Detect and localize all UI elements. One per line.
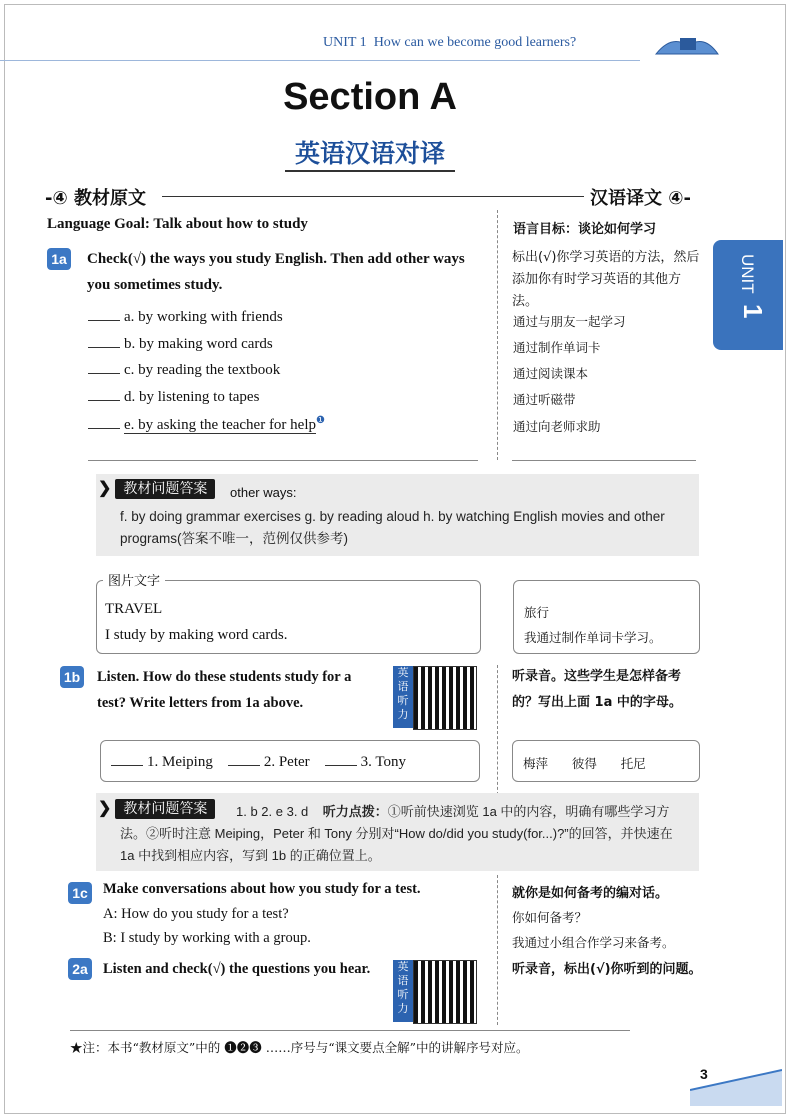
list-item: a. by working with friends <box>88 309 283 326</box>
picture-text-translation: 我通过制作单词卡学习。 <box>524 630 662 645</box>
answer-blank[interactable] <box>88 373 120 374</box>
list-item: c. by reading the textbook <box>88 362 280 379</box>
exercise-1a-translation: 标出(√)你学习英语的方法，然后添加你有时学习英语的其他方法。 <box>512 250 700 309</box>
exercise-1b-instruction: Listen. How do these students study for a test? Write letters from 1a above. <box>97 669 352 711</box>
exercise-badge: 2a <box>68 958 92 980</box>
names-row: 1. Meiping 2. Peter 3. Tony <box>111 754 406 771</box>
listening-tag: 英语听力 <box>393 960 413 1022</box>
picture-text-translation-box <box>513 580 700 654</box>
names-translation-row: 梅萍 彼得 托尼 <box>523 756 646 771</box>
exercise-2a-translation: 听录音，标出(√)你听到的问题。 <box>512 962 702 977</box>
exercise-1c-instruction: Make conversations about how you study for a test. <box>103 881 421 897</box>
exercise-1a-instruction: Check(√) the ways you study English. Then add other ways you sometimes study. <box>87 251 465 293</box>
list-item-translation: 通过阅读课本 <box>513 366 589 381</box>
footnote: ★注：本书“教材原文”中的 ❶❷❸ ……序号与“课文要点全解”中的讲解序号对应。 <box>70 1040 529 1055</box>
dialogue-translation-a: 你如何备考？ <box>512 910 588 925</box>
picture-text-line: I study by making word cards. <box>105 627 288 643</box>
answer-lead: other ways: <box>230 485 297 500</box>
list-item-translation: 通过制作单词卡 <box>513 340 601 355</box>
exercise-1b-translation: 听录音。这些学生是怎样备考的？写出上面 1a 中的字母。 <box>512 669 682 710</box>
qr-code-icon[interactable] <box>413 960 477 1024</box>
answer-blank[interactable] <box>325 765 357 766</box>
divider <box>88 460 478 461</box>
exercise-badge: 1c <box>68 882 92 904</box>
header-rule <box>0 60 640 61</box>
page-number: 3 <box>700 1066 708 1082</box>
column-divider <box>497 210 498 460</box>
left-column-head: -④ 教材原文 <box>45 188 146 209</box>
section-title: Section A <box>283 76 457 118</box>
answer-blank[interactable] <box>88 428 120 429</box>
unit-tab <box>713 240 783 350</box>
unit-tab-number: 1 <box>738 304 768 319</box>
chevron-right-icon: ❯ <box>98 480 112 497</box>
language-goal-cn: 语言目标：谈论如何学习 <box>513 222 657 237</box>
answer-box-1b <box>96 793 699 871</box>
column-head-rule <box>162 196 584 197</box>
answer-blank[interactable] <box>88 347 120 348</box>
names-box <box>100 740 480 782</box>
exercise-1c-translation: 就你是如何备考的编对话。 <box>512 886 669 901</box>
qr-code-icon[interactable] <box>413 666 477 730</box>
picture-text-translation: 旅行 <box>524 605 550 620</box>
list-item: b. by making word cards <box>88 336 273 353</box>
footnote-rule <box>70 1030 630 1031</box>
answer-blank[interactable] <box>88 400 120 401</box>
list-item: d. by listening to tapes <box>88 389 259 406</box>
list-item-translation: 通过向老师求助 <box>513 419 601 434</box>
names-translation-box <box>512 740 700 782</box>
exercise-2a-instruction: Listen and check(√) the questions you hear. <box>103 961 371 977</box>
picture-text-box <box>96 574 481 654</box>
column-divider <box>497 665 498 795</box>
answer-blank[interactable] <box>228 765 260 766</box>
section-subtitle: 英语汉语对译 <box>0 134 740 170</box>
dialogue-translation-b: 我通过小组合作学习来备考。 <box>512 935 675 950</box>
divider <box>512 460 696 461</box>
answer-label: ❯ 教材问题答案 <box>98 478 215 498</box>
unit-tab-label: UNIT <box>738 254 757 294</box>
book-logo-icon <box>652 28 722 62</box>
exercise-badge: 1a <box>47 248 71 270</box>
answer-blank[interactable] <box>88 320 120 321</box>
list-item-translation: 通过听磁带 <box>513 392 576 407</box>
exercise-badge: 1b <box>60 666 84 688</box>
running-header: UNIT 1 How can we become good learners? <box>323 35 577 50</box>
answer-text: f. by doing grammar exercises g. by reading aloud h. by watching English movies and other programs(答案不唯一，范例仅供参考) <box>120 509 665 546</box>
dialogue-line-a: A: How do you study for a test? <box>103 906 289 922</box>
column-divider <box>497 875 498 1025</box>
list-item: e. by asking the teacher for help$^❶$ <box>88 415 325 434</box>
answer-label: ❯ 教材问题答案 <box>98 798 215 818</box>
answer-text: 1. b 2. e 3. d 听力点拨：①听前快速浏览 1a 中的内容，明确有哪些学习方法。②听时注意 Meiping，Peter 和 Tony 分别对“How do/did you study(for...)?”的回答，并快速在 1a 中找到相应内容，写到 1b 的正确位置上。 <box>120 804 673 863</box>
list-item-translation: 通过与朋友一起学习 <box>513 314 626 329</box>
dialogue-line-b: B: I study by working with a group. <box>103 930 311 946</box>
listening-tag: 英语听力 <box>393 666 413 728</box>
chevron-right-icon: ❯ <box>98 800 112 817</box>
right-column-head: 汉语译文 ④- <box>590 188 691 209</box>
note-marker: ❶ <box>316 415 325 426</box>
picture-text-line: TRAVEL <box>105 601 163 617</box>
answer-box-1a <box>96 474 699 556</box>
language-goal-en: Language Goal: Talk about how to study <box>47 216 308 232</box>
answer-blank[interactable] <box>111 765 143 766</box>
picture-text-label: 图片文字 <box>103 570 165 589</box>
